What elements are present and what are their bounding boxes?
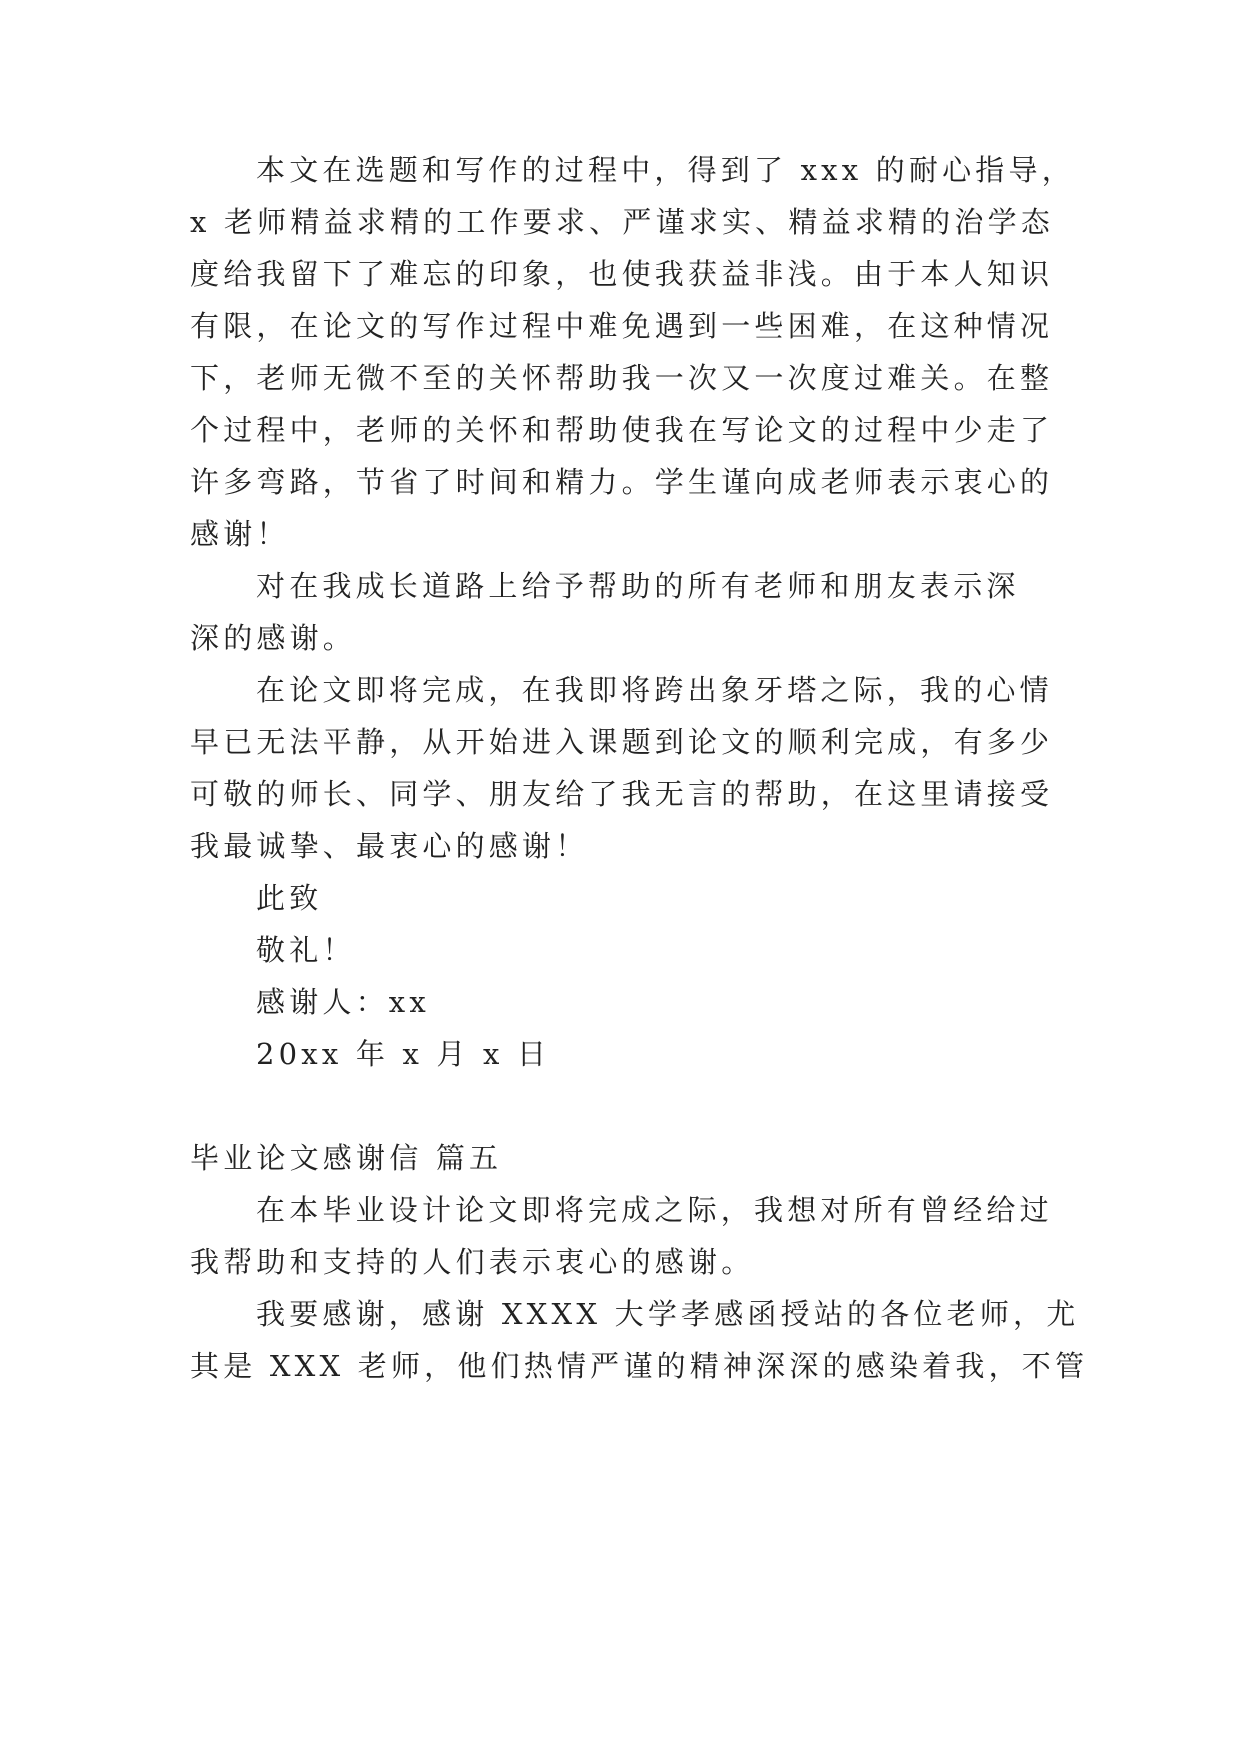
paragraph-line: 我要感谢，感谢 XXXX 大学孝感函授站的各位老师，尤: [256, 1297, 1080, 1331]
section-heading: 毕业论文感谢信 篇五: [190, 1141, 503, 1175]
letter-date: 20xx 年 x 月 x 日: [256, 1037, 551, 1071]
letter-salutation: 敬礼！: [256, 933, 356, 967]
paragraph-line: 我帮助和支持的人们表示衷心的感谢。: [190, 1245, 755, 1279]
letter-signer: 感谢人：xx: [256, 985, 430, 1019]
paragraph-line: 许多弯路，节省了时间和精力。学生谨向成老师表示衷心的: [190, 465, 1054, 499]
paragraph-line: 深的感谢。: [190, 621, 357, 655]
paragraph-line: x 老师精益求精的工作要求、严谨求实、精益求精的治学态: [190, 205, 1054, 239]
paragraph-line: 早已无法平静，从开始进入课题到论文的顺利完成，有多少: [190, 725, 1054, 759]
paragraph-line: 感谢！: [190, 517, 290, 551]
paragraph-line: 可敬的师长、同学、朋友给了我无言的帮助，在这里请接受: [190, 777, 1054, 811]
paragraph-line: 本文在选题和写作的过程中，得到了 xxx 的耐心指导，: [256, 153, 1075, 187]
paragraph-line: 我最诚挚、最衷心的感谢！: [190, 829, 589, 863]
paragraph-line: 对在我成长道路上给予帮助的所有老师和朋友表示深: [256, 569, 1020, 603]
paragraph-line: 个过程中，老师的关怀和帮助使我在写论文的过程中少走了: [190, 413, 1054, 447]
paragraph-line: 有限，在论文的写作过程中难免遇到一些困难，在这种情况: [190, 309, 1054, 343]
paragraph-line: 度给我留下了难忘的印象，也使我获益非浅。由于本人知识: [190, 257, 1054, 291]
paragraph-line: 其是 XXX 老师，他们热情严谨的精神深深的感染着我，不管: [190, 1349, 1089, 1383]
paragraph-line: 在论文即将完成，在我即将跨出象牙塔之际，我的心情: [256, 673, 1053, 707]
letter-closing: 此致: [256, 881, 323, 915]
paragraph-line: 下，老师无微不至的关怀帮助我一次又一次度过难关。在整: [190, 361, 1054, 395]
paragraph-line: 在本毕业设计论文即将完成之际，我想对所有曾经给过: [256, 1193, 1053, 1227]
